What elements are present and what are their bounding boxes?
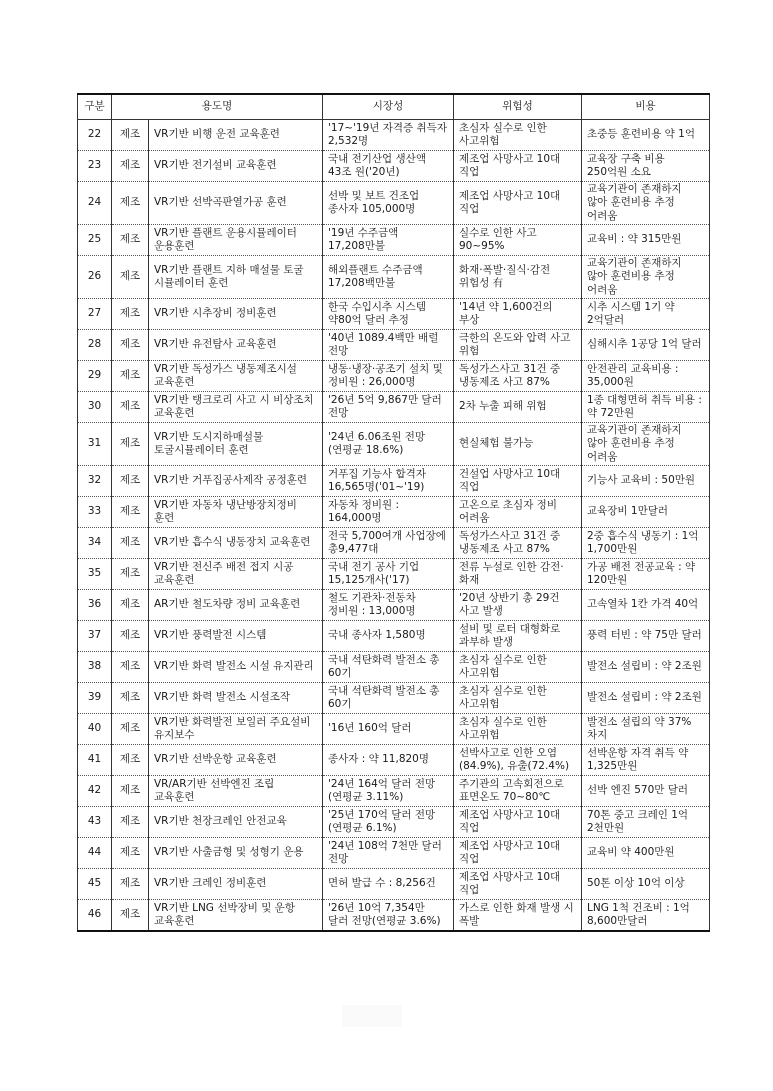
row-risk: '20년 상반기 총 29건 사고 발생 <box>454 590 582 621</box>
row-marketability: '24년 108억 7천만 달러 전망 <box>323 838 454 869</box>
row-usage-name: VR기반 선박운항 교육훈련 <box>149 745 323 776</box>
row-category: 제조 <box>112 714 149 745</box>
row-usage-name: VR기반 플랜트 지하 매설물 토굴 시뮬레이터 훈련 <box>149 256 323 299</box>
table-row <box>78 900 710 932</box>
row-marketability: 선박 및 보트 건조업 종사자 105,000명 <box>323 182 454 225</box>
row-risk: 설비 및 로터 대형화로 과부하 발생 <box>454 621 582 652</box>
table-row <box>78 807 710 838</box>
header-risk: 위험성 <box>454 94 582 120</box>
row-usage-name: VR기반 화력 발전소 시설 유지관리 <box>149 652 323 683</box>
row-usage-name: VR기반 크레인 정비훈련 <box>149 869 323 900</box>
row-cost: 풍력 터빈 : 약 75만 달러 <box>582 621 710 652</box>
header-marketability: 시장성 <box>323 94 454 120</box>
row-marketability: 한국 수입시추 시스템 약80억 달러 추정 <box>323 299 454 330</box>
row-number: 34 <box>78 528 112 559</box>
row-cost: 교육비 : 약 315만원 <box>582 225 710 256</box>
row-marketability: 국내 석탄화력 발전소 총 60기 <box>323 683 454 714</box>
table-row <box>78 652 710 683</box>
table-row <box>78 528 710 559</box>
row-usage-name: VR기반 사출금형 및 성형기 운용 <box>149 838 323 869</box>
row-usage-name: VR기반 플랜트 운용시뮬레이터 운용훈련 <box>149 225 323 256</box>
row-risk: 화재·폭발·질식·감전 위험성 有 <box>454 256 582 299</box>
row-cost: 안전관리 교육비용 : 35,000원 <box>582 361 710 392</box>
table-row <box>78 714 710 745</box>
table-row <box>78 256 710 299</box>
row-number: 45 <box>78 869 112 900</box>
row-usage-name: VR기반 천장크레인 안전교육 <box>149 807 323 838</box>
row-number: 32 <box>78 466 112 497</box>
row-usage-name: VR기반 흡수식 냉동장치 교육훈련 <box>149 528 323 559</box>
row-cost: 교육장비 1만달러 <box>582 497 710 528</box>
row-marketability: 국내 전기 공사 기업 15,125개사('17) <box>323 559 454 590</box>
row-category: 제조 <box>112 776 149 807</box>
row-risk: 제조업 사망사고 10대 직업 <box>454 807 582 838</box>
row-usage-name: VR기반 도시지하매설물 토굴시뮬레이터 훈련 <box>149 423 323 466</box>
row-risk: 초심자 실수로 인한 사고위험 <box>454 120 582 151</box>
row-number: 39 <box>78 683 112 714</box>
row-number: 36 <box>78 590 112 621</box>
row-risk: 독성가스사고 31건 중 냉동제조 사고 87% <box>454 528 582 559</box>
table-row <box>78 497 710 528</box>
row-usage-name: VR기반 비행 운전 교육훈련 <box>149 120 323 151</box>
table-row <box>78 299 710 330</box>
row-marketability: '26년 5억 9,867만 달러 전망 <box>323 392 454 423</box>
row-marketability: '19년 수주금액 17,208만불 <box>323 225 454 256</box>
row-category: 제조 <box>112 869 149 900</box>
row-cost: 2중 흡수식 냉동기 : 1억 1,700만원 <box>582 528 710 559</box>
row-cost: 교육기관이 존재하지 않아 훈련비용 추정 어려움 <box>582 423 710 466</box>
row-marketability: '24년 6.06조원 전망 (연평균 18.6%) <box>323 423 454 466</box>
row-cost: 초중등 훈련비용 약 1억 <box>582 120 710 151</box>
row-category: 제조 <box>112 256 149 299</box>
row-cost: 교육비 약 400만원 <box>582 838 710 869</box>
usage-table-container <box>77 93 709 932</box>
row-usage-name: VR기반 화력발전 보일러 주요설비 유지보수 <box>149 714 323 745</box>
row-risk: 실수로 인한 사고 90~95% <box>454 225 582 256</box>
row-usage-name: VR기반 LNG 선박장비 및 운항 교육훈련 <box>149 900 323 932</box>
header-category: 구분 <box>78 94 112 120</box>
row-cost: LNG 1척 건조비 : 1억 8,600만달러 <box>582 900 710 932</box>
row-cost: 기능사 교육비 : 50만원 <box>582 466 710 497</box>
usage-table <box>77 93 710 932</box>
row-risk: 고온으로 초심자 정비 어려움 <box>454 497 582 528</box>
row-category: 제조 <box>112 299 149 330</box>
row-category: 제조 <box>112 466 149 497</box>
row-marketability: 해외플랜트 수주금액 17,208백만불 <box>323 256 454 299</box>
table-row <box>78 745 710 776</box>
row-usage-name: VR기반 풍력발전 시스템 <box>149 621 323 652</box>
row-risk: 가스로 인한 화재 발생 시 폭발 <box>454 900 582 932</box>
row-category: 제조 <box>112 497 149 528</box>
table-body <box>78 120 710 932</box>
row-number: 26 <box>78 256 112 299</box>
row-risk: 현실체험 불가능 <box>454 423 582 466</box>
table-row <box>78 330 710 361</box>
row-usage-name: AR기반 철도차량 정비 교육훈련 <box>149 590 323 621</box>
table-row <box>78 392 710 423</box>
row-marketability: 전국 5,700여개 사업장에 총9,477대 <box>323 528 454 559</box>
table-row <box>78 361 710 392</box>
row-cost: 발전소 설립의 약 37% 차지 <box>582 714 710 745</box>
row-cost: 가공 배전 전공교육 : 약 120만원 <box>582 559 710 590</box>
page-footer-area <box>342 1005 402 1027</box>
row-usage-name: VR기반 거푸집공사제작 공정훈련 <box>149 466 323 497</box>
row-category: 제조 <box>112 225 149 256</box>
table-row <box>78 559 710 590</box>
table-row <box>78 120 710 151</box>
row-marketability: '40년 1089.4백만 배럴 전망 <box>323 330 454 361</box>
row-marketability: '25년 170억 달러 전망(연평균 6.1%) <box>323 807 454 838</box>
row-cost: 발전소 설립비 : 약 2조원 <box>582 683 710 714</box>
row-number: 27 <box>78 299 112 330</box>
row-risk: 선박사고로 인한 오염 (84.9%), 유출(72.4%) <box>454 745 582 776</box>
row-usage-name: VR기반 시추장비 정비훈련 <box>149 299 323 330</box>
row-risk: 초심자 실수로 인한 사고위험 <box>454 652 582 683</box>
row-category: 제조 <box>112 745 149 776</box>
row-category: 제조 <box>112 559 149 590</box>
row-number: 38 <box>78 652 112 683</box>
row-usage-name: VR기반 유전탐사 교육훈련 <box>149 330 323 361</box>
row-usage-name: VR기반 전신주 배전 접지 시공 교육훈련 <box>149 559 323 590</box>
row-risk: 독성가스사고 31건 중 냉동제조 사고 87% <box>454 361 582 392</box>
row-category: 제조 <box>112 392 149 423</box>
table-header-row <box>78 94 710 120</box>
row-number: 43 <box>78 807 112 838</box>
row-category: 제조 <box>112 361 149 392</box>
header-cost: 비용 <box>582 94 710 120</box>
row-risk: 제조업 사망사고 10대 직업 <box>454 869 582 900</box>
row-cost: 교육장 구축 비용 250억원 소요 <box>582 151 710 182</box>
row-number: 24 <box>78 182 112 225</box>
row-category: 제조 <box>112 330 149 361</box>
row-marketability: 면허 발급 수 : 8,256건 <box>323 869 454 900</box>
row-cost: 교육기관이 존재하지 않아 훈련비용 추정 어려움 <box>582 182 710 225</box>
row-number: 25 <box>78 225 112 256</box>
row-number: 30 <box>78 392 112 423</box>
row-risk: 2차 누출 피해 위험 <box>454 392 582 423</box>
row-cost: 고속열차 1칸 가격 40억 <box>582 590 710 621</box>
row-usage-name: VR기반 독성가스 냉동제조시설 교육훈련 <box>149 361 323 392</box>
row-category: 제조 <box>112 151 149 182</box>
row-number: 28 <box>78 330 112 361</box>
row-marketability: '24년 164억 달러 전망(연평균 3.11%) <box>323 776 454 807</box>
row-category: 제조 <box>112 120 149 151</box>
row-cost: 시추 시스템 1기 약 2억달러 <box>582 299 710 330</box>
row-marketability: 철도 기관차·전동차 정비원 : 13,000명 <box>323 590 454 621</box>
row-number: 33 <box>78 497 112 528</box>
row-category: 제조 <box>112 423 149 466</box>
row-category: 제조 <box>112 900 149 932</box>
row-category: 제조 <box>112 807 149 838</box>
row-usage-name: VR기반 자동차 냉난방장치정비 훈련 <box>149 497 323 528</box>
row-marketability: 종사자 : 약 11,820명 <box>323 745 454 776</box>
row-category: 제조 <box>112 590 149 621</box>
table-row <box>78 590 710 621</box>
row-cost: 선박 엔진 570만 달러 <box>582 776 710 807</box>
row-cost: 교육기관이 존재하지 않아 훈련비용 추정 어려움 <box>582 256 710 299</box>
row-cost: 선박운항 자격 취득 약 1,325만원 <box>582 745 710 776</box>
row-risk: 초심자 실수로 인한 사고위험 <box>454 714 582 745</box>
table-row <box>78 869 710 900</box>
row-risk: 초심자 실수로 인한 사고위험 <box>454 683 582 714</box>
row-risk: 극한의 온도와 압력 사고 위험 <box>454 330 582 361</box>
row-risk: 전류 누설로 인한 감전·화재 <box>454 559 582 590</box>
row-marketability: 냉동·냉장·공조기 설치 및 정비원 : 26,000명 <box>323 361 454 392</box>
table-row <box>78 838 710 869</box>
row-cost: 70톤 중고 크레인 1억 2천만원 <box>582 807 710 838</box>
row-category: 제조 <box>112 528 149 559</box>
row-marketability: 국내 종사자 1,580명 <box>323 621 454 652</box>
row-marketability: '16년 160억 달러 <box>323 714 454 745</box>
row-number: 44 <box>78 838 112 869</box>
row-usage-name: VR기반 탱크로리 사고 시 비상조치 교육훈련 <box>149 392 323 423</box>
row-number: 46 <box>78 900 112 932</box>
row-risk: '14년 약 1,600건의 부상 <box>454 299 582 330</box>
row-number: 29 <box>78 361 112 392</box>
row-usage-name: VR기반 화력 발전소 시설조작 <box>149 683 323 714</box>
table-row <box>78 182 710 225</box>
row-number: 40 <box>78 714 112 745</box>
table-row <box>78 776 710 807</box>
row-category: 제조 <box>112 652 149 683</box>
row-number: 22 <box>78 120 112 151</box>
table-row <box>78 683 710 714</box>
row-category: 제조 <box>112 621 149 652</box>
row-number: 23 <box>78 151 112 182</box>
row-number: 35 <box>78 559 112 590</box>
row-usage-name: VR/AR기반 선박엔진 조립 교육훈련 <box>149 776 323 807</box>
header-usage-name: 용도명 <box>112 94 323 120</box>
row-marketability: '26년 10억 7,354만 달러 전망(연평균 3.6%) <box>323 900 454 932</box>
row-risk: 제조업 사망사고 10대 직업 <box>454 151 582 182</box>
row-marketability: 거푸집 기능사 합격자 16,565명('01~'19) <box>323 466 454 497</box>
row-risk: 주기관의 고속회전으로 표면온도 70~80℃ <box>454 776 582 807</box>
row-risk: 제조업 사망사고 10대 직업 <box>454 182 582 225</box>
row-usage-name: VR기반 선박곡판열가공 훈련 <box>149 182 323 225</box>
row-category: 제조 <box>112 182 149 225</box>
row-number: 31 <box>78 423 112 466</box>
row-number: 41 <box>78 745 112 776</box>
table-row <box>78 225 710 256</box>
row-risk: 건설업 사망사고 10대 직업 <box>454 466 582 497</box>
row-category: 제조 <box>112 683 149 714</box>
table-row <box>78 423 710 466</box>
row-number: 37 <box>78 621 112 652</box>
row-cost: 심해시추 1공당 1억 달러 <box>582 330 710 361</box>
row-marketability: 국내 석탄화력 발전소 총 60기 <box>323 652 454 683</box>
table-row <box>78 151 710 182</box>
row-risk: 제조업 사망사고 10대 직업 <box>454 838 582 869</box>
row-category: 제조 <box>112 838 149 869</box>
row-cost: 발전소 설립비 : 약 2조원 <box>582 652 710 683</box>
row-marketability: '17~'19년 자격증 취득자 2,532명 <box>323 120 454 151</box>
row-usage-name: VR기반 전기설비 교육훈련 <box>149 151 323 182</box>
row-marketability: 자동차 정비원 : 164,000명 <box>323 497 454 528</box>
table-row <box>78 466 710 497</box>
table-row <box>78 621 710 652</box>
row-number: 42 <box>78 776 112 807</box>
row-cost: 50톤 이상 10억 이상 <box>582 869 710 900</box>
row-cost: 1종 대형면허 취득 비용 : 약 72만원 <box>582 392 710 423</box>
row-marketability: 국내 전기산업 생산액 43조 원('20년) <box>323 151 454 182</box>
